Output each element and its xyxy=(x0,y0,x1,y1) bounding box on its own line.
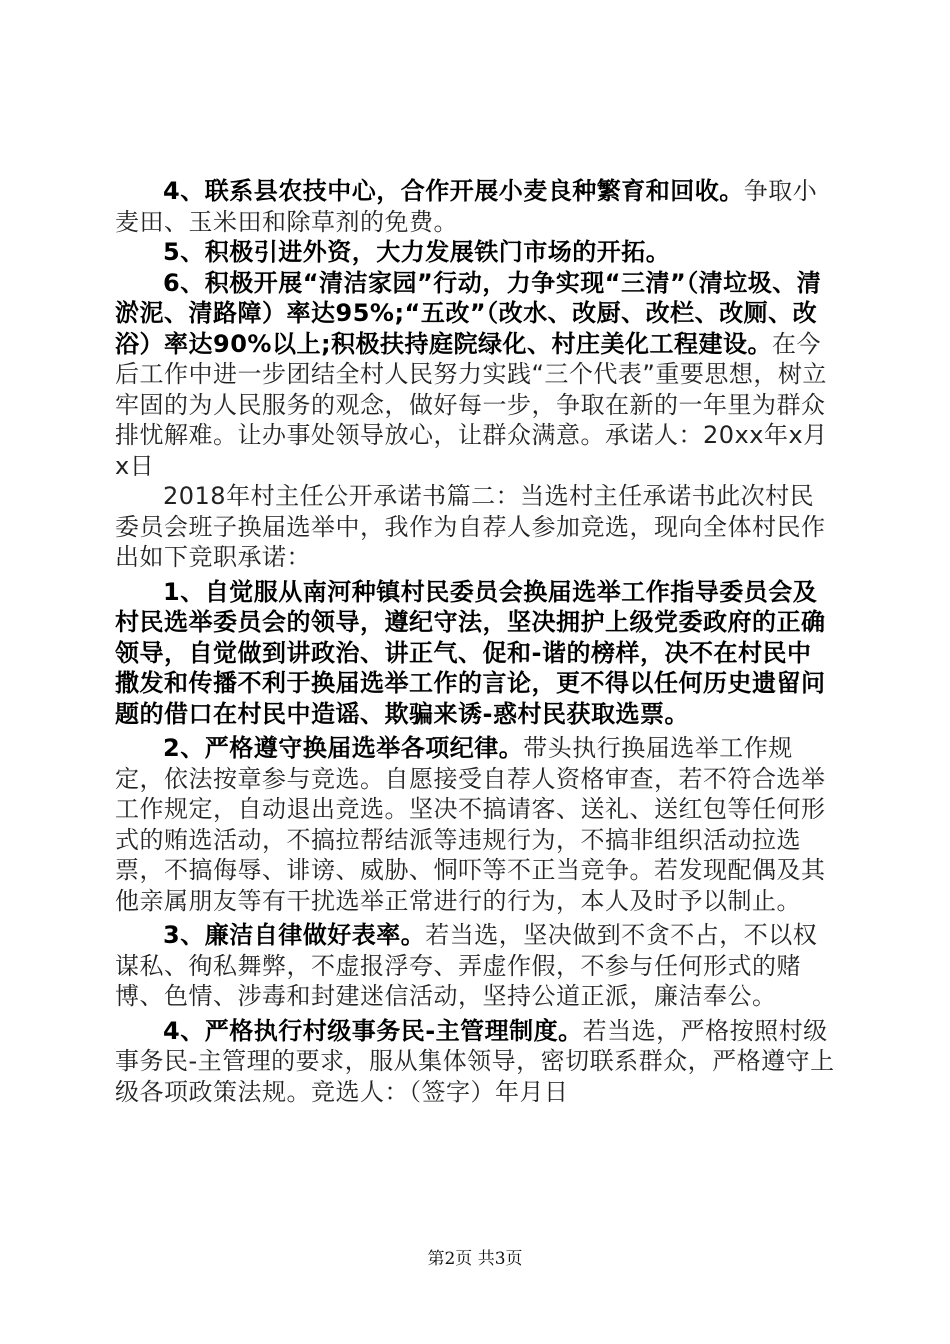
paragraph-lead: 2、严格遵守换届选举各项纪律。 xyxy=(163,734,524,762)
paragraph-text: 争取小麦田、玉米田和除草剂的免费。 xyxy=(115,177,818,236)
paragraph-text: 若当选，坚决做到不贪不占，不以权谋私、徇私舞弊，不虚报浮夸、弄虚作假，不参与任何形式的赌博、色情、涉毒和封建迷信活动，坚持公道正派，廉洁奉公。 xyxy=(115,921,818,1010)
paragraph-pledge-2 xyxy=(115,733,835,916)
paragraph-text: 若当选，严格按照村级事务民-主管理的要求，服从集体领导，密切联系群众，严格遵守上级各项政策法规。竞选人：（签字）年月日 xyxy=(115,1016,835,1106)
paragraph-lead: 5、积极引进外资，大力发展铁门市场的开拓。 xyxy=(163,238,671,266)
paragraph-item-4-cooperation xyxy=(115,176,835,237)
paragraph-lead: 1、自觉服从南河种镇村民委员会换届选举工作指导委员会及村民选举委员会的领导，遵纪守法，坚决拥护上级党委政府的正确领导，自觉做到讲政治、讲正气、促和-谐的榜样，决不在村民中撒发和传播不利于换届选举工作的言论，更不得以任何历史遗留问题的借口在村民中造谣、欺骗来诱-惑村民获取选票。 xyxy=(115,577,826,728)
paragraph-pledge-4 xyxy=(115,1016,835,1108)
page-number-footer: 第2页 共3页 xyxy=(427,1249,523,1269)
paragraph-lead: 4、联系县农技中心，合作开展小麦良种繁育和回收。 xyxy=(163,177,744,205)
paragraph-pledge-1 xyxy=(115,577,835,730)
document-body xyxy=(115,176,835,1107)
paragraph-pledge-3 xyxy=(115,920,835,1012)
paragraph-section-two-intro xyxy=(115,481,835,573)
paragraph-item-6-clean-home xyxy=(115,268,835,482)
paragraph-item-5-investment xyxy=(115,237,835,268)
paragraph-text: 2018年村主任公开承诺书篇二：当选村主任承诺书此次村民委员会班子换届选举中，我作为自荐人参加竞选，现向全体村民作出如下竞职承诺： xyxy=(115,482,826,571)
paragraph-lead: 3、廉洁自律做好表率。 xyxy=(163,921,426,949)
paragraph-lead: 6、积极开展“清洁家园”行动，力争实现“三清”（清垃圾、清淤泥、清路障）率达95%;“五改”（改水、改厨、改栏、改厕、改浴）率达90%以上;积极扶持庭院绿化、村庄美化工程建设。 xyxy=(115,268,822,358)
paragraph-text: 带头执行换届选举工作规定，依法按章参与竞选。自愿接受自荐人资格审查，若不符合选举工作规定，自动退出竞选。坚决不搞请客、送礼、送红包等任何形式的贿选活动，不搞拉帮结派等违规行为，不搞非组织活动拉选票，不搞侮辱、诽谤、威胁、恫吓等不正当竞争。若发现配偶及其他亲属朋友等有干扰选举正常进行的行为，本人及时予以制止。 xyxy=(115,734,826,915)
paragraph-text: 在今后工作中进一步团结全村人民努力实践“三个代表”重要思想，树立牢固的为人民服务的观念，做好每一步，争取在新的一年里为群众排忧解难。让办事处领导放心，让群众满意。承诺人：20xx年x月x日 xyxy=(115,329,828,480)
paragraph-lead: 4、严格执行村级事务民-主管理制度。 xyxy=(163,1016,583,1045)
